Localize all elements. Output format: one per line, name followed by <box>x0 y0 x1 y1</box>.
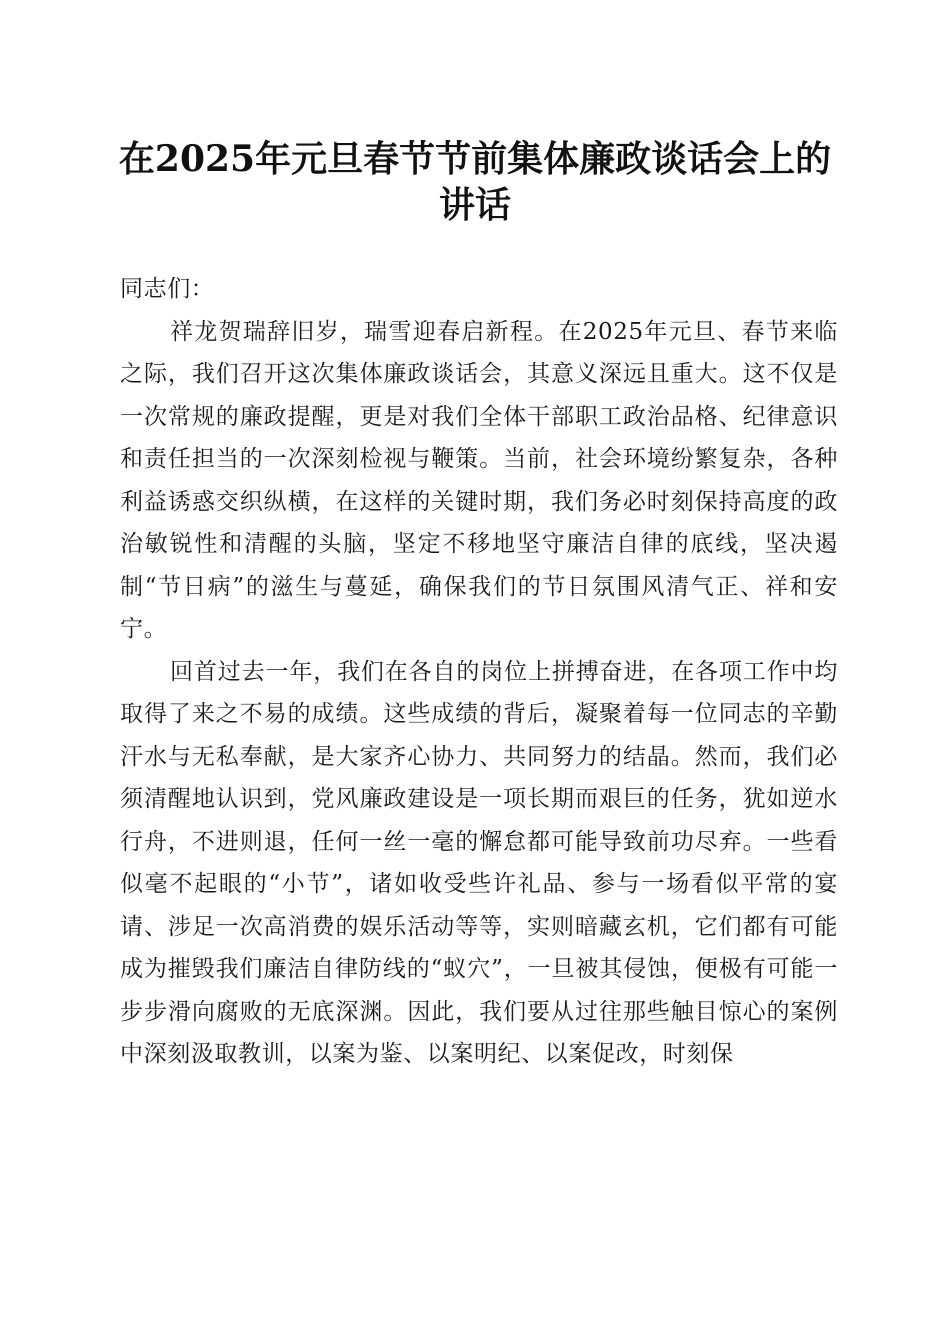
title-line-1: 在2025年元旦春节节前集体廉政谈话会上的 <box>118 138 832 180</box>
document-body <box>120 268 838 1076</box>
title-line-2: 讲话 <box>438 184 511 226</box>
paragraph-1: 祥龙贺瑞辞旧岁，瑞雪迎春启新程。在2025年元旦、春节来临之际，我们召开这次集体廉政谈话会，其意义深远且重大。这不仅是一次常规的廉政提醒，更是对我们全体干部职工政治品格、纪律意识和责任担当的一次深刻检视与鞭策。当前，社会环境纷繁复杂，各种利益诱惑交织纵横，在这样的关键时期，我们务必时刻保持高度的政治敏锐性和清醒的头脑，坚定不移地坚守廉洁自律的底线，坚决遏制“节日病”的滋生与蔓延，确保我们的节日氛围风清气正、祥和安宁。 <box>120 318 838 642</box>
salutation: 同志们： <box>120 276 215 302</box>
paragraph-2: 回首过去一年，我们在各自的岗位上拼搏奋进，在各项工作中均取得了来之不易的成绩。这些成绩的背后，凝聚着每一位同志的辛勤汗水与无私奉献，是大家齐心协力、共同努力的结晶。然而，我们必须清醒地认识到，党风廉政建设是一项长期而艰巨的任务，犹如逆水行舟，不进则退，任何一丝一毫的懈怠都可能导致前功尽弃。一些看似毫不起眼的“小节”，诸如收受些许礼品、参与一场看似平常的宴请、涉足一次高消费的娱乐活动等等，实则暗藏玄机，它们都有可能成为摧毁我们廉洁自律防线的“蚁穴”，一旦被其侵蚀，便极有可能一步步滑向腐败的无底深渊。因此，我们要从过往那些触目惊心的案例中深刻汲取教训，以案为鉴、以案明纪、以案促改，时刻保 <box>120 658 838 1067</box>
document-title <box>110 136 840 228</box>
